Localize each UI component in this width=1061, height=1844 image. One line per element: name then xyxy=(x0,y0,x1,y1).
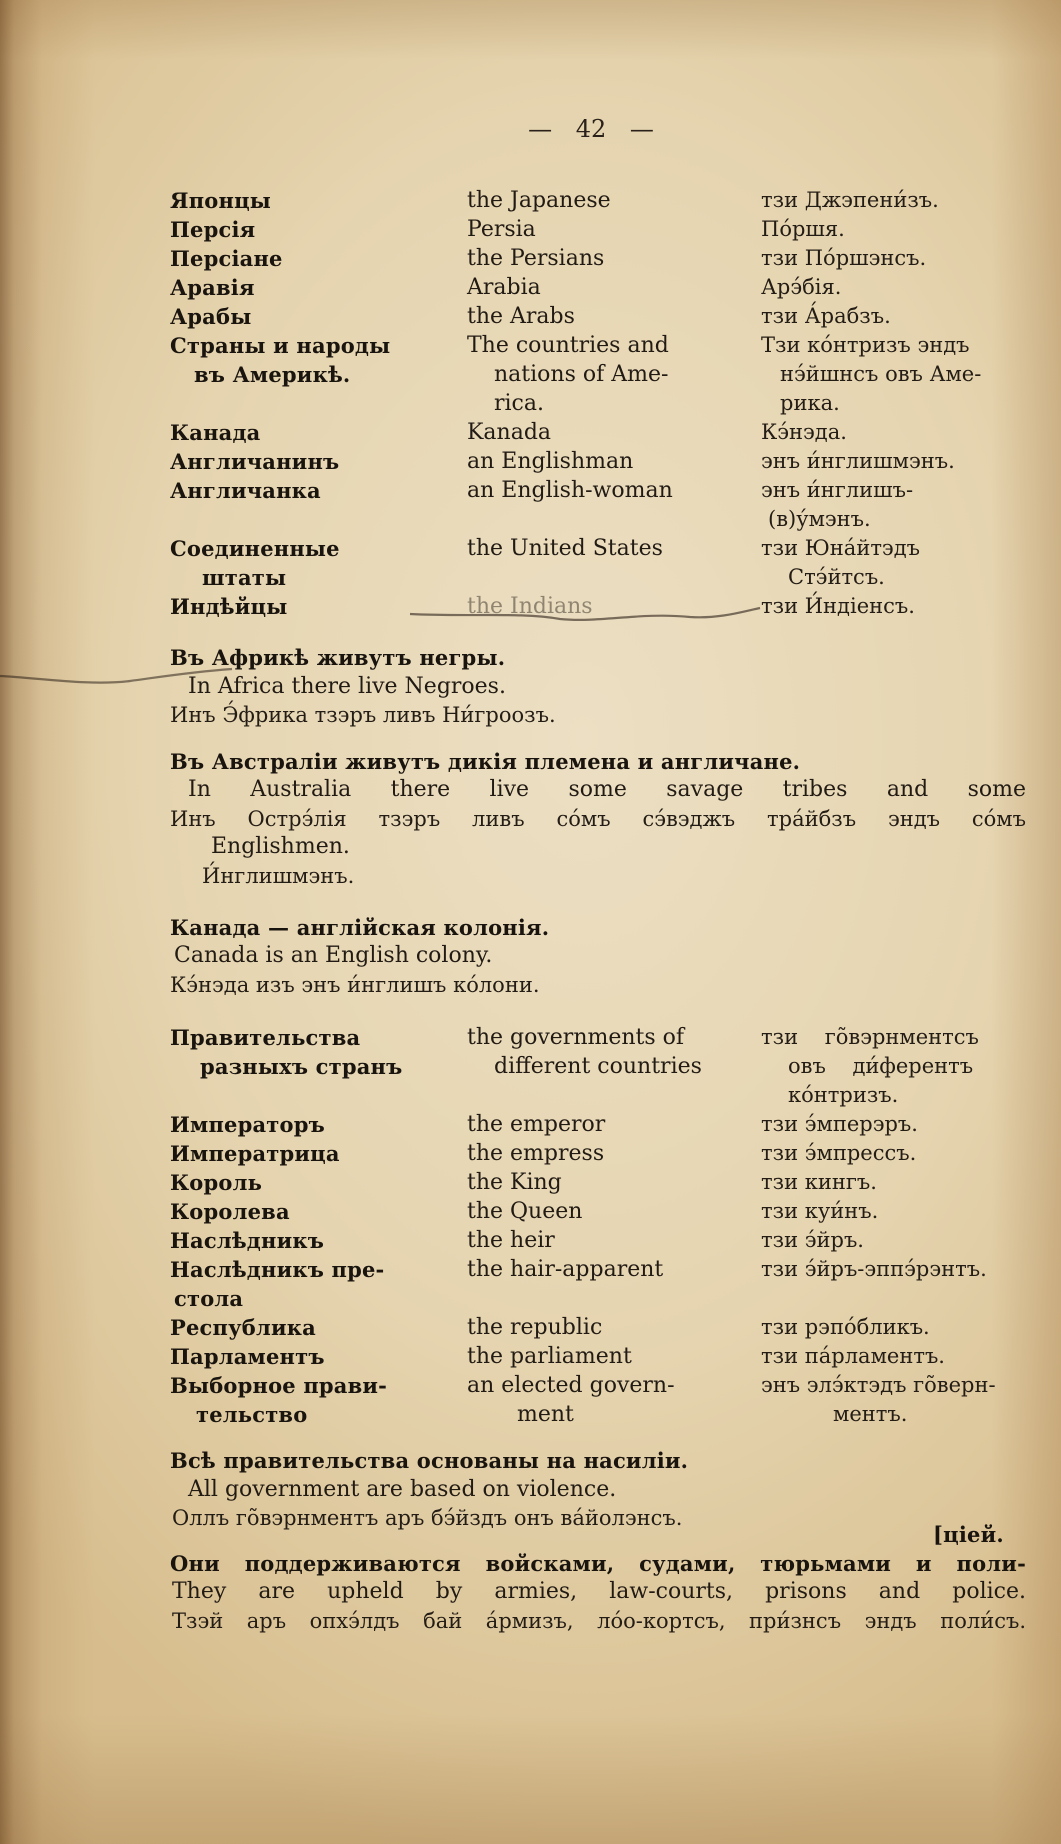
vocab-row xyxy=(170,1168,1026,1197)
english-term xyxy=(467,1342,761,1371)
vocab-row xyxy=(170,418,1026,447)
transliteration-line: тзи Джэпени́зъ. xyxy=(761,187,939,212)
russian-term xyxy=(170,592,467,621)
phrase-police xyxy=(170,1550,1026,1636)
english-term-line: the republic xyxy=(467,1314,603,1340)
english-term-line: rica. xyxy=(494,390,544,416)
phrase-english: Canada is an English colony. xyxy=(174,943,493,968)
transliteration xyxy=(761,447,1026,476)
phrase-russian: Канада — англійская колонія. xyxy=(170,914,550,940)
russian-term xyxy=(170,1313,467,1342)
transliteration xyxy=(761,186,1026,215)
transliteration xyxy=(761,1371,1026,1429)
transliteration-line: Стэ́йтсъ. xyxy=(788,564,885,589)
english-term xyxy=(467,1313,761,1342)
russian-term xyxy=(170,273,467,302)
transliteration-line: тзи го̃вэрнментсъ xyxy=(761,1024,979,1049)
russian-term-line: Страны и народы xyxy=(170,332,391,358)
transliteration-line: тзи Юна́йтэдъ xyxy=(761,535,920,560)
english-term xyxy=(467,302,761,331)
russian-term xyxy=(170,1110,467,1139)
english-term-line: the Arabs xyxy=(467,303,575,329)
russian-term-line: Арабы xyxy=(170,303,252,329)
transliteration-line: тзи кингъ. xyxy=(761,1169,877,1194)
russian-term-line: Индѣйцы xyxy=(170,593,288,619)
vocab-row xyxy=(170,1139,1026,1168)
vocab-row xyxy=(170,302,1026,331)
vocab-row xyxy=(170,1110,1026,1139)
phrase-english: They are upheld by armies, law-courts, prisons and police. xyxy=(172,1579,1026,1604)
vocab-row xyxy=(170,1313,1026,1342)
english-term xyxy=(467,1371,761,1429)
english-term xyxy=(467,476,761,534)
vocab-row xyxy=(170,1371,1026,1429)
english-term-line: the Indians xyxy=(467,593,593,619)
transliteration xyxy=(761,244,1026,273)
russian-term xyxy=(170,1371,467,1429)
russian-term-line: въ Америкѣ. xyxy=(194,361,351,387)
vocab-row xyxy=(170,476,1026,534)
russian-term-line: Соединенные xyxy=(170,535,340,561)
transliteration-line: тзи э́йръ-эппэ́рэнтъ. xyxy=(761,1256,987,1281)
english-term-line: the Japanese xyxy=(467,187,611,213)
vocab-row xyxy=(170,447,1026,476)
russian-term xyxy=(170,1139,467,1168)
transliteration xyxy=(761,418,1026,447)
english-term-line: the hair-apparent xyxy=(467,1256,664,1282)
russian-term xyxy=(170,476,467,534)
english-term-line: an Englishman xyxy=(467,448,634,474)
russian-term xyxy=(170,418,467,447)
transliteration-line: тзи куи́нъ. xyxy=(761,1198,879,1223)
english-term-line: the King xyxy=(467,1169,562,1195)
transliteration-line: тзи па́рламентъ. xyxy=(761,1343,945,1368)
transliteration-line: рика. xyxy=(780,390,840,415)
transliteration xyxy=(761,534,1026,592)
vocab-row xyxy=(170,215,1026,244)
transliteration-line: тзи э́йръ. xyxy=(761,1227,864,1252)
vocab-row xyxy=(170,244,1026,273)
english-term-line: Arabia xyxy=(467,274,541,300)
transliteration-line: Арэ́бія. xyxy=(761,274,842,299)
russian-term xyxy=(170,1168,467,1197)
phrase-russian: Въ Африкѣ живутъ негры. xyxy=(170,645,506,670)
english-term xyxy=(467,1023,761,1110)
phrase-transliteration: Инъ Э́фрика тзэръ ливъ Ни́гроозъ. xyxy=(170,703,556,727)
phrase-russian-word-end: [ціей. xyxy=(933,1522,1004,1547)
russian-term-line: Персія xyxy=(170,216,256,242)
russian-term xyxy=(170,244,467,273)
phrase-transliteration: Тзэй аръ опхэ́лдъ бай а́рмизъ, ло́о-кортсъ, при́знсъ эндъ поли́съ. xyxy=(172,1608,1026,1633)
phrase-canada xyxy=(170,914,1026,1000)
phrase-english: Englishmen. xyxy=(211,834,350,859)
page-number: — 42 — xyxy=(528,115,654,143)
english-term-line: the governments of xyxy=(467,1024,685,1050)
phrase-russian: Они поддерживаются войсками, судами, тюрьмами и поли- xyxy=(170,1550,1026,1576)
russian-term-line: Король xyxy=(170,1169,263,1195)
transliteration-line: Тзи ко́нтризъ эндъ xyxy=(761,332,970,357)
english-term xyxy=(467,273,761,302)
transliteration xyxy=(761,1226,1026,1255)
phrase-transliteration: И́нглишмэнъ. xyxy=(202,863,355,888)
vocab-row xyxy=(170,1197,1026,1226)
russian-term-line: Англичанинъ xyxy=(170,448,340,474)
english-term xyxy=(467,1226,761,1255)
phrase-russian: Въ Австраліи живутъ дикія племена и англичане. xyxy=(170,748,801,774)
english-term xyxy=(467,186,761,215)
transliteration xyxy=(761,302,1026,331)
transliteration-line: тзи рэпо́бликъ. xyxy=(761,1314,930,1339)
vocab-row xyxy=(170,186,1026,215)
english-term-line: an elected govern- xyxy=(467,1372,675,1398)
phrase-violence xyxy=(170,1447,1026,1533)
russian-term-line: Республика xyxy=(170,1314,316,1340)
transliteration-line: тзи И́ндіенсъ. xyxy=(761,593,915,618)
transliteration xyxy=(761,273,1026,302)
transliteration-line: нэ́йшнсъ овъ Аме- xyxy=(780,361,982,386)
english-term xyxy=(467,1168,761,1197)
transliteration-line: тзи э́мпрессъ. xyxy=(761,1140,917,1165)
english-term xyxy=(467,1197,761,1226)
transliteration-line: овъ ди́ферентъ xyxy=(788,1053,974,1078)
english-term-line: the Queen xyxy=(467,1198,583,1224)
phrase-australia xyxy=(170,748,1026,891)
transliteration xyxy=(761,1168,1026,1197)
transliteration xyxy=(761,1255,1026,1313)
english-term-line: the empress xyxy=(467,1140,605,1166)
phrase-africa xyxy=(170,644,1026,730)
english-term-line: the United States xyxy=(467,535,663,561)
russian-term xyxy=(170,447,467,476)
english-term-line: ment xyxy=(517,1401,574,1427)
russian-term-line: Наслѣдникъ пре- xyxy=(170,1256,385,1282)
phrase-english: In Africa there live Negroes. xyxy=(188,673,506,699)
english-term-line: an English-woman xyxy=(467,477,673,503)
russian-term-line: стола xyxy=(174,1285,244,1311)
english-term-line: the emperor xyxy=(467,1111,606,1137)
transliteration-line: энъ элэ́ктэдъ го̃верн- xyxy=(761,1372,996,1397)
transliteration-line: тзи э́мперэръ. xyxy=(761,1111,918,1136)
russian-term-line: Аравія xyxy=(170,274,255,300)
transliteration-line: ко́нтризъ. xyxy=(788,1082,899,1107)
russian-term xyxy=(170,1255,467,1313)
russian-term xyxy=(170,534,467,592)
english-term xyxy=(467,447,761,476)
transliteration-line: (в)у́мэнъ. xyxy=(768,506,871,531)
english-term xyxy=(467,592,761,621)
russian-term xyxy=(170,1197,467,1226)
vocab-row xyxy=(170,1023,1026,1110)
russian-term-line: Англичанка xyxy=(170,477,321,503)
phrase-transliteration: Кэ́нэда изъ энъ и́нглишъ ко́лони. xyxy=(170,972,540,997)
english-term-line: the heir xyxy=(467,1227,555,1253)
transliteration xyxy=(761,592,1026,621)
transliteration-line: Кэ́нэда. xyxy=(761,419,847,444)
english-term-line: the Persians xyxy=(467,245,605,271)
vocabulary-table-peoples xyxy=(170,186,1026,621)
transliteration xyxy=(761,1023,1026,1110)
transliteration-line: энъ и́нглишмэнъ. xyxy=(761,448,955,473)
vocab-row xyxy=(170,1255,1026,1313)
english-term xyxy=(467,244,761,273)
russian-term-line: Наслѣдникъ xyxy=(170,1227,325,1253)
english-term-line: the parliament xyxy=(467,1343,632,1369)
english-term xyxy=(467,331,761,418)
transliteration xyxy=(761,1139,1026,1168)
russian-term xyxy=(170,302,467,331)
transliteration-line: энъ и́нглишъ- xyxy=(761,477,914,502)
vocab-row xyxy=(170,1342,1026,1371)
english-term-line: different countries xyxy=(494,1053,702,1079)
transliteration xyxy=(761,1313,1026,1342)
russian-term-line: Японцы xyxy=(170,187,272,213)
transliteration xyxy=(761,1110,1026,1139)
english-term-line: The countries and xyxy=(467,332,669,358)
transliteration-line: тзи А́рабзъ. xyxy=(761,303,891,328)
english-term-line: nations of Ame- xyxy=(494,361,669,387)
phrase-transliteration: Инъ Острэ́лія тзэръ ливъ со́мъ сэ́вэджъ тра́йбзъ эндъ со́мъ xyxy=(170,806,1026,831)
russian-term xyxy=(170,1342,467,1371)
vocab-row xyxy=(170,273,1026,302)
english-term xyxy=(467,418,761,447)
english-term-line: Persia xyxy=(467,216,536,242)
english-term xyxy=(467,1255,761,1313)
phrase-english: In Australia there live some savage tribes and some xyxy=(188,777,1026,802)
russian-term xyxy=(170,1226,467,1255)
transliteration xyxy=(761,1342,1026,1371)
russian-term xyxy=(170,215,467,244)
russian-term-line: тельство xyxy=(196,1401,308,1427)
english-term xyxy=(467,1110,761,1139)
phrase-transliteration: Оллъ го̃вэрнментъ аръ бэ́йздъ онъ ва́йолэнсъ. xyxy=(172,1506,683,1530)
vocabulary-table-governments xyxy=(170,1023,1026,1429)
vocab-row xyxy=(170,534,1026,592)
russian-term-line: Императоръ xyxy=(170,1111,325,1137)
russian-term xyxy=(170,1023,467,1110)
english-term xyxy=(467,534,761,592)
russian-term-line: штаты xyxy=(202,564,287,590)
transliteration-line: ментъ. xyxy=(833,1401,908,1426)
russian-term xyxy=(170,186,467,215)
english-term xyxy=(467,1139,761,1168)
transliteration xyxy=(761,215,1026,244)
russian-term-line: Канада xyxy=(170,419,261,445)
russian-term-line: Парламентъ xyxy=(170,1343,325,1369)
russian-term-line: разныхъ странъ xyxy=(200,1053,403,1079)
russian-term-line: Императрица xyxy=(170,1140,340,1166)
vocab-row xyxy=(170,592,1026,621)
vocab-row xyxy=(170,331,1026,418)
transliteration xyxy=(761,331,1026,418)
russian-term-line: Правительства xyxy=(170,1024,361,1050)
phrase-english: All government are based on violence. xyxy=(188,1476,617,1502)
transliteration-line: По́ршя. xyxy=(761,216,845,241)
russian-term-line: Выборное прави- xyxy=(170,1372,388,1398)
phrase-russian: Всѣ правительства основаны на насиліи. xyxy=(170,1448,689,1473)
english-term-line: Kanada xyxy=(467,419,552,445)
english-term xyxy=(467,215,761,244)
russian-term-line: Королева xyxy=(170,1198,290,1224)
russian-term xyxy=(170,331,467,418)
transliteration xyxy=(761,476,1026,534)
transliteration xyxy=(761,1197,1026,1226)
russian-term-line: Персіане xyxy=(170,245,283,271)
transliteration-line: тзи По́ршэнсъ. xyxy=(761,245,927,270)
vocab-row xyxy=(170,1226,1026,1255)
